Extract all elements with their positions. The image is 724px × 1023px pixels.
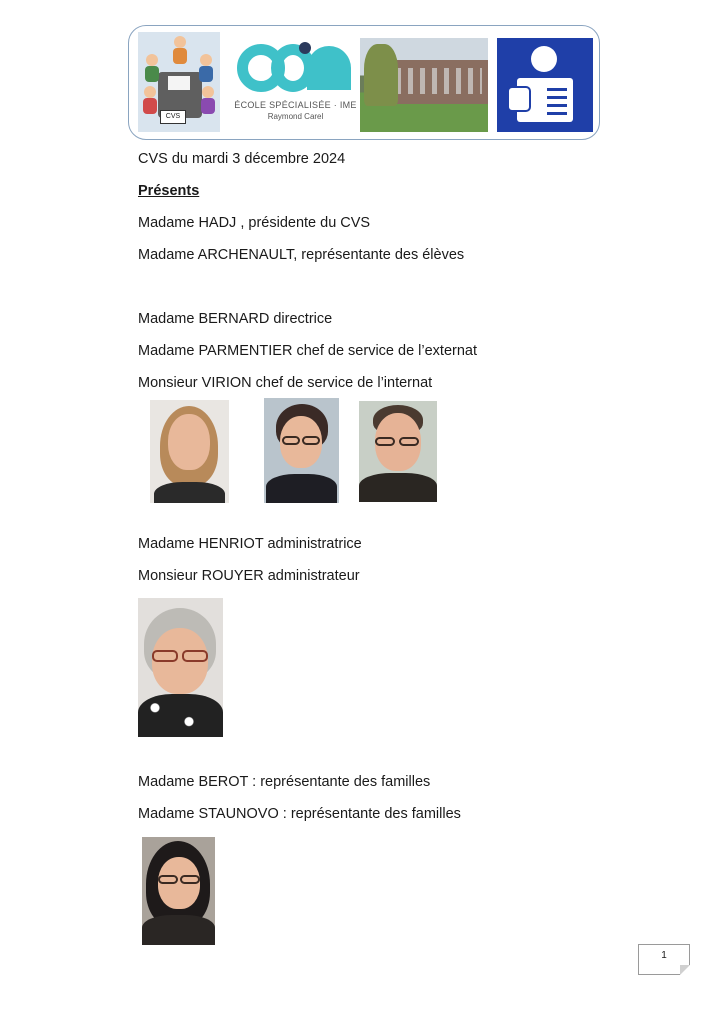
attendee-virion: Monsieur VIRION chef de service de l’internat (138, 375, 433, 391)
header-banner (128, 25, 600, 140)
cvs-meeting-illustration (138, 32, 220, 132)
page-number-value: 1 (661, 950, 667, 961)
cvs-sign: CVS (160, 110, 186, 124)
logo-subtitle: ÉCOLE SPÉCIALISÉE · IME (234, 100, 357, 110)
attendee-hadj: Madame HADJ , présidente du CVS (138, 215, 371, 231)
photo-staunovo (142, 837, 215, 945)
meeting-title: CVS du mardi 3 décembre 2024 (138, 151, 346, 167)
attendee-archenault: Madame ARCHENAULT, représentante des élèves (138, 247, 465, 263)
photo-henriot (138, 598, 223, 737)
school-building-photo (360, 38, 488, 132)
photo-virion (359, 401, 437, 502)
logo-school-name: Raymond Carel (267, 112, 324, 121)
attendee-staunovo: Madame STAUNOVO : représentante des familles (138, 806, 461, 822)
attendee-henriot: Madame HENRIOT administratrice (138, 536, 362, 552)
attendee-rouyer: Monsieur ROUYER administrateur (138, 568, 360, 584)
attendee-bernard: Madame BERNARD directrice (138, 311, 333, 327)
oeim-logo (233, 38, 358, 128)
attendee-berot: Madame BEROT : représentante des familles (138, 774, 431, 790)
photo-bernard (150, 400, 229, 503)
attendee-parmentier: Madame PARMENTIER chef de service de l’externat (138, 343, 478, 359)
page-number (638, 944, 690, 975)
easy-to-read-icon (497, 38, 593, 132)
photo-parmentier (264, 398, 339, 503)
presents-heading: Présents (138, 183, 200, 199)
